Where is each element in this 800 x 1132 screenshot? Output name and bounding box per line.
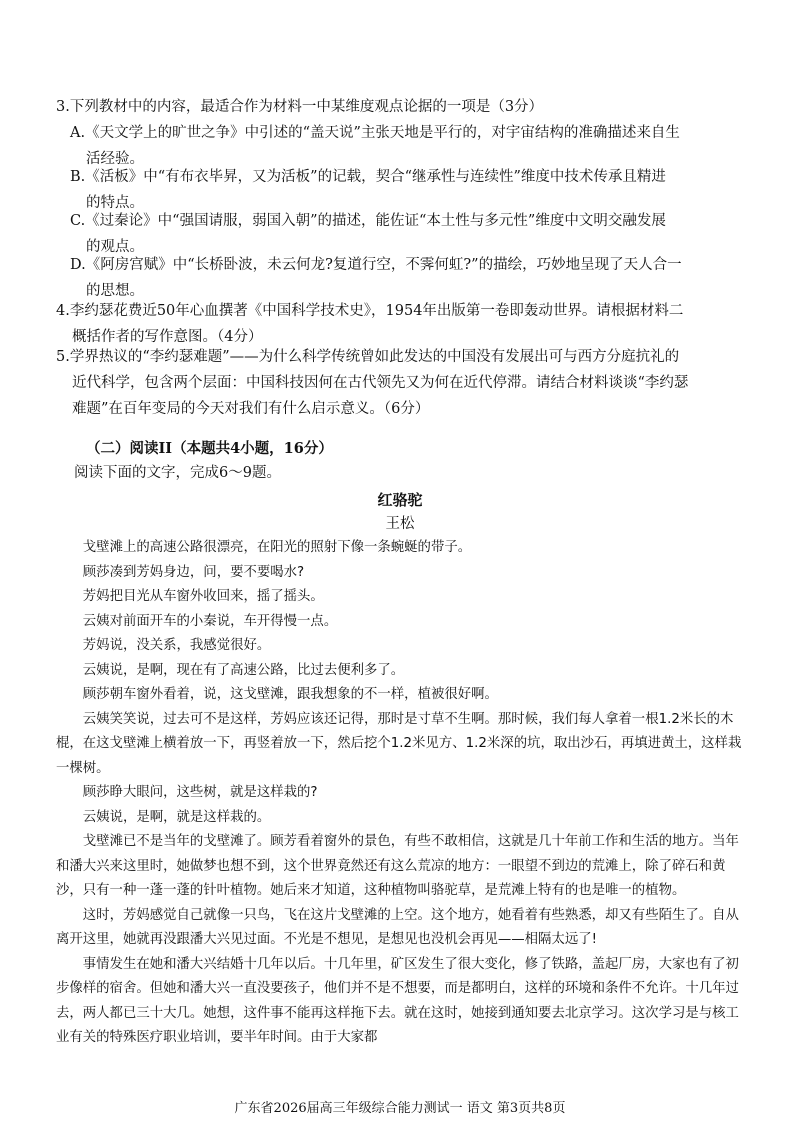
question-4-line1: 4.李约瑟花费近50年心血撰著《中国科学技术史》，1954年出版第一卷即轰动世界。请根据材料二 bbox=[56, 303, 684, 319]
option-b-line2: 的特点。 bbox=[86, 195, 144, 211]
question-5-line3: 难题”在百年变局的今天对我们有什么启示意义。（6分） bbox=[72, 401, 430, 417]
option-d-line1: D.《阿房宫赋》中“长桥卧波，未云何龙?复道行空，不霁何虹?”的描绘，巧妙地呈现了天人合一 bbox=[70, 257, 682, 273]
story-paragraph: 芳妈把目光从车窗外收回来，摇了摇头。 bbox=[82, 589, 324, 604]
option-a-line1: A.《天文学上的旷世之争》中引述的“盖天说”主张天地是平行的，对宇宙结构的准确描述来自生 bbox=[70, 125, 680, 141]
story-paragraph: 顾莎凑到芳妈身边，问，要不要喝水? bbox=[82, 564, 305, 580]
option-a-line2: 活经验。 bbox=[86, 151, 144, 167]
section-instruction: 阅读下面的文字，完成6～9题。 bbox=[74, 465, 281, 481]
story-paragraph: 戈壁滩已不是当年的戈壁滩了。顾芳看着窗外的景色，有些不敢相信，这就是几十年前工作和生活的地方。当年和潘大兴来这里时，她做梦也想不到，这个世界竟然还有这么荒凉的地方：一眼望不到边的荒滩上，除了碎石和黄沙，只有一种一蓬一蓬的针叶植物。她后来才知道，这种植物叫骆驼草，是荒滩上特有的也是唯一的植物。 bbox=[56, 834, 739, 898]
question-3-text: 3.下列教材中的内容，最适合作为材料一中某维度观点论据的一项是（3分） bbox=[56, 99, 544, 115]
question-4 bbox=[56, 298, 746, 350]
story-paragraph: 云姨对前面开车的小秦说，车开得慢一点。 bbox=[82, 613, 338, 629]
question-5 bbox=[56, 344, 746, 422]
story-paragraph: 云姨笑笑说，过去可不是这样，芳妈应该还记得，那时是寸草不生啊。那时候，我们每人拿着一根1.2米长的木棍，在这戈壁滩上横着放一下，再竖着放一下，然后挖个1.2米见方、1.2米深的坑，取出沙石，再填进黄土，这样栽一棵树。 bbox=[56, 711, 742, 776]
story-paragraph: 云姨说，是啊，现在有了高速公路，比过去便利多了。 bbox=[82, 662, 405, 678]
section-heading: （二）阅读II（本题共4小题，16分） bbox=[86, 440, 333, 457]
story-paragraph: 顾莎朝车窗外看着，说，这戈壁滩，跟我想象的不一样，植被很好啊。 bbox=[82, 687, 498, 702]
story-title: 红骆驼 bbox=[377, 491, 423, 509]
question-5-line2: 近代科学，包含两个层面：中国科技因何在古代领先又为何在近代停滞。请结合材料谈谈“李约瑟 bbox=[72, 375, 689, 391]
story-paragraph: 事情发生在她和潘大兴结婚十几年以后。十几年里，矿区发生了很大变化，修了铁路，盖起厂房，大家也有了初步像样的宿舍。但她和潘大兴一直没要孩子，他们并不是不想要，而是都明白，这样的环境和条件不允许。十几年过去，两人都已三十大几。她想，这件事不能再这样拖下去。就在这时，她接到通知要去北京学习。这次学习是与核工业有关的特殊医疗职业培训，要半年时间。由于大家都 bbox=[56, 956, 739, 1045]
story-author: 王松 bbox=[385, 516, 415, 532]
question-4-line2: 概括作者的写作意图。（4分） bbox=[72, 329, 263, 345]
option-d-line2: 的思想。 bbox=[86, 283, 144, 299]
option-c-line1: C.《过秦论》中“强国请服，弱国入朝”的描述，能佐证“本土性与多元性”维度中文明交融发展 bbox=[70, 213, 666, 229]
story-paragraph: 芳妈说，没关系，我感觉很好。 bbox=[82, 638, 271, 653]
option-b-line1: B.《活板》中“有布衣毕昇，又为活板”的记载，契合“继承性与连续性”维度中技术传承且精进 bbox=[70, 169, 666, 185]
page-footer: 广东省2026届高三年级综合能力测试一 语文 第3页共8页 bbox=[234, 1101, 566, 1116]
question-5-line1: 5.学界热议的“李约瑟难题”——为什么科学传统曾如此发达的中国没有发展出可与西方分庭抗礼的 bbox=[56, 349, 680, 365]
story-paragraph: 云姨说，是啊，就是这样栽的。 bbox=[82, 809, 271, 825]
question-3-stem bbox=[56, 94, 746, 120]
story-paragraph: 戈壁滩上的高速公路很漂亮，在阳光的照射下像一条蜿蜒的带子。 bbox=[82, 540, 472, 555]
story-body bbox=[56, 536, 746, 1051]
option-c-line2: 的观点。 bbox=[86, 239, 144, 255]
story-paragraph: 这时，芳妈感觉自己就像一只鸟，飞在这片戈壁滩的上空。这个地方，她看着有些熟悉，却又有些陌生了。自从离开这里，她就再没跟潘大兴见过面。不光是不想见，是想见也没机会再见——相隔太远了! bbox=[56, 907, 739, 947]
story-paragraph: 顾莎睁大眼问，这些树，就是这样栽的? bbox=[82, 785, 318, 800]
question-3-option-d bbox=[70, 252, 746, 304]
